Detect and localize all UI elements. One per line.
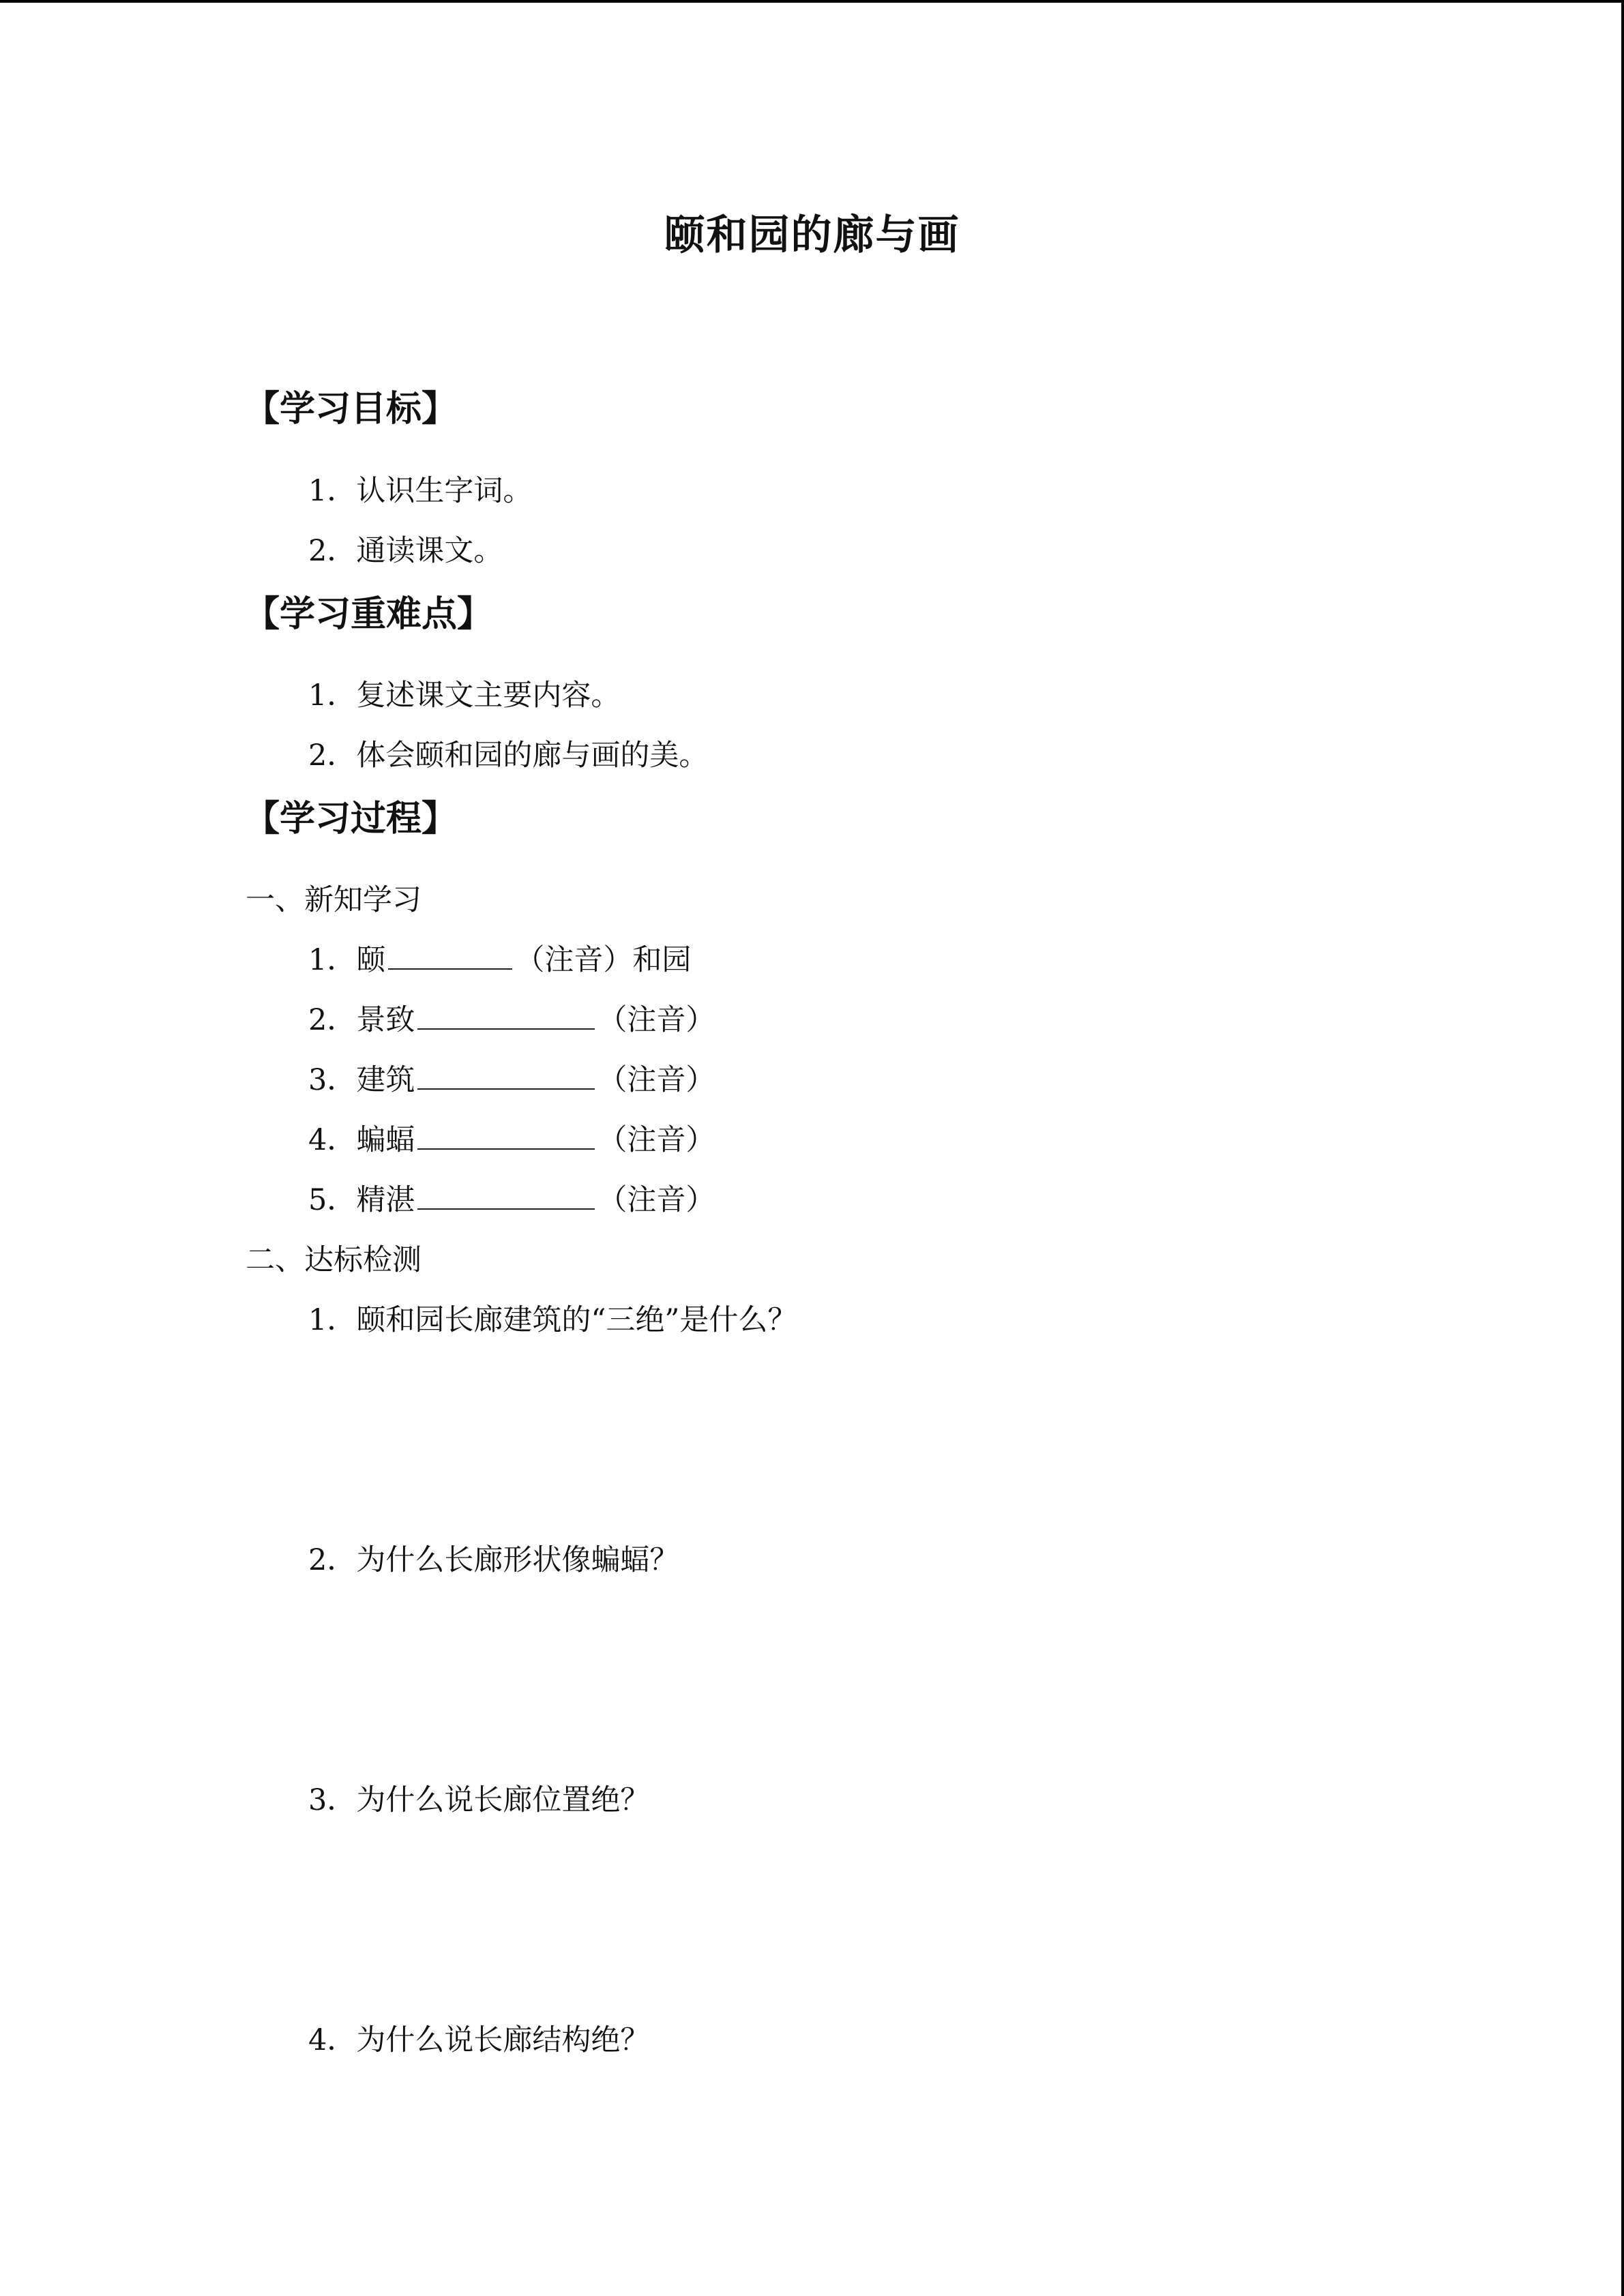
page-title: 颐和园的廊与画: [664, 211, 960, 259]
heading-learning-goals: 【学习目标】: [244, 389, 458, 430]
pinyin-item-suffix: （注音）: [597, 1003, 715, 1037]
goal-item-2: 2．通读课文。: [308, 534, 503, 568]
pinyin-item-prefix: 1．颐: [308, 943, 386, 977]
question-1: 1．颐和园长廊建筑的“三绝”是什么？: [308, 1303, 797, 1337]
pinyin-item-2: [308, 1000, 715, 1041]
pinyin-item-suffix: （注音）和园: [515, 943, 692, 977]
pinyin-item-suffix: （注音）: [597, 1183, 715, 1217]
question-4: 4．为什么说长廊结构绝？: [308, 2023, 650, 2057]
heading-key-points: 【学习重难点】: [244, 594, 493, 635]
key-point-item-1: 1．复述课文主要内容。: [308, 679, 621, 713]
pinyin-item-suffix: （注音）: [597, 1063, 715, 1097]
question-2: 2．为什么长廊形状像蝙蝠？: [308, 1543, 679, 1577]
pinyin-item-prefix: 2．景致: [308, 1003, 415, 1037]
answer-blank[interactable]: [388, 941, 512, 970]
pinyin-item-3: [308, 1060, 715, 1101]
pinyin-item-prefix: 3．建筑: [308, 1063, 415, 1097]
answer-blank[interactable]: [417, 1061, 595, 1090]
answer-blank[interactable]: [417, 1001, 595, 1030]
key-point-item-2: 2．体会颐和园的廊与画的美。: [308, 739, 709, 773]
pinyin-item-prefix: 4．蝙蝠: [308, 1123, 415, 1157]
pinyin-item-suffix: （注音）: [597, 1123, 715, 1157]
answer-blank[interactable]: [417, 1181, 595, 1210]
answer-blank[interactable]: [417, 1121, 595, 1150]
heading-learning-process: 【学习过程】: [244, 799, 458, 839]
part1-label: 一、新知学习: [246, 883, 422, 917]
pinyin-item-prefix: 5．精湛: [308, 1183, 415, 1217]
pinyin-item-5: [308, 1180, 715, 1221]
page-top-border: [0, 0, 1624, 3]
part2-label: 二、达标检测: [246, 1243, 422, 1277]
question-3: 3．为什么说长廊位置绝？: [308, 1783, 650, 1817]
pinyin-item-4: [308, 1120, 715, 1161]
page-right-border: [1621, 0, 1624, 2296]
pinyin-item-1: [308, 940, 691, 981]
goal-item-1: 1．认识生字词。: [308, 474, 533, 508]
